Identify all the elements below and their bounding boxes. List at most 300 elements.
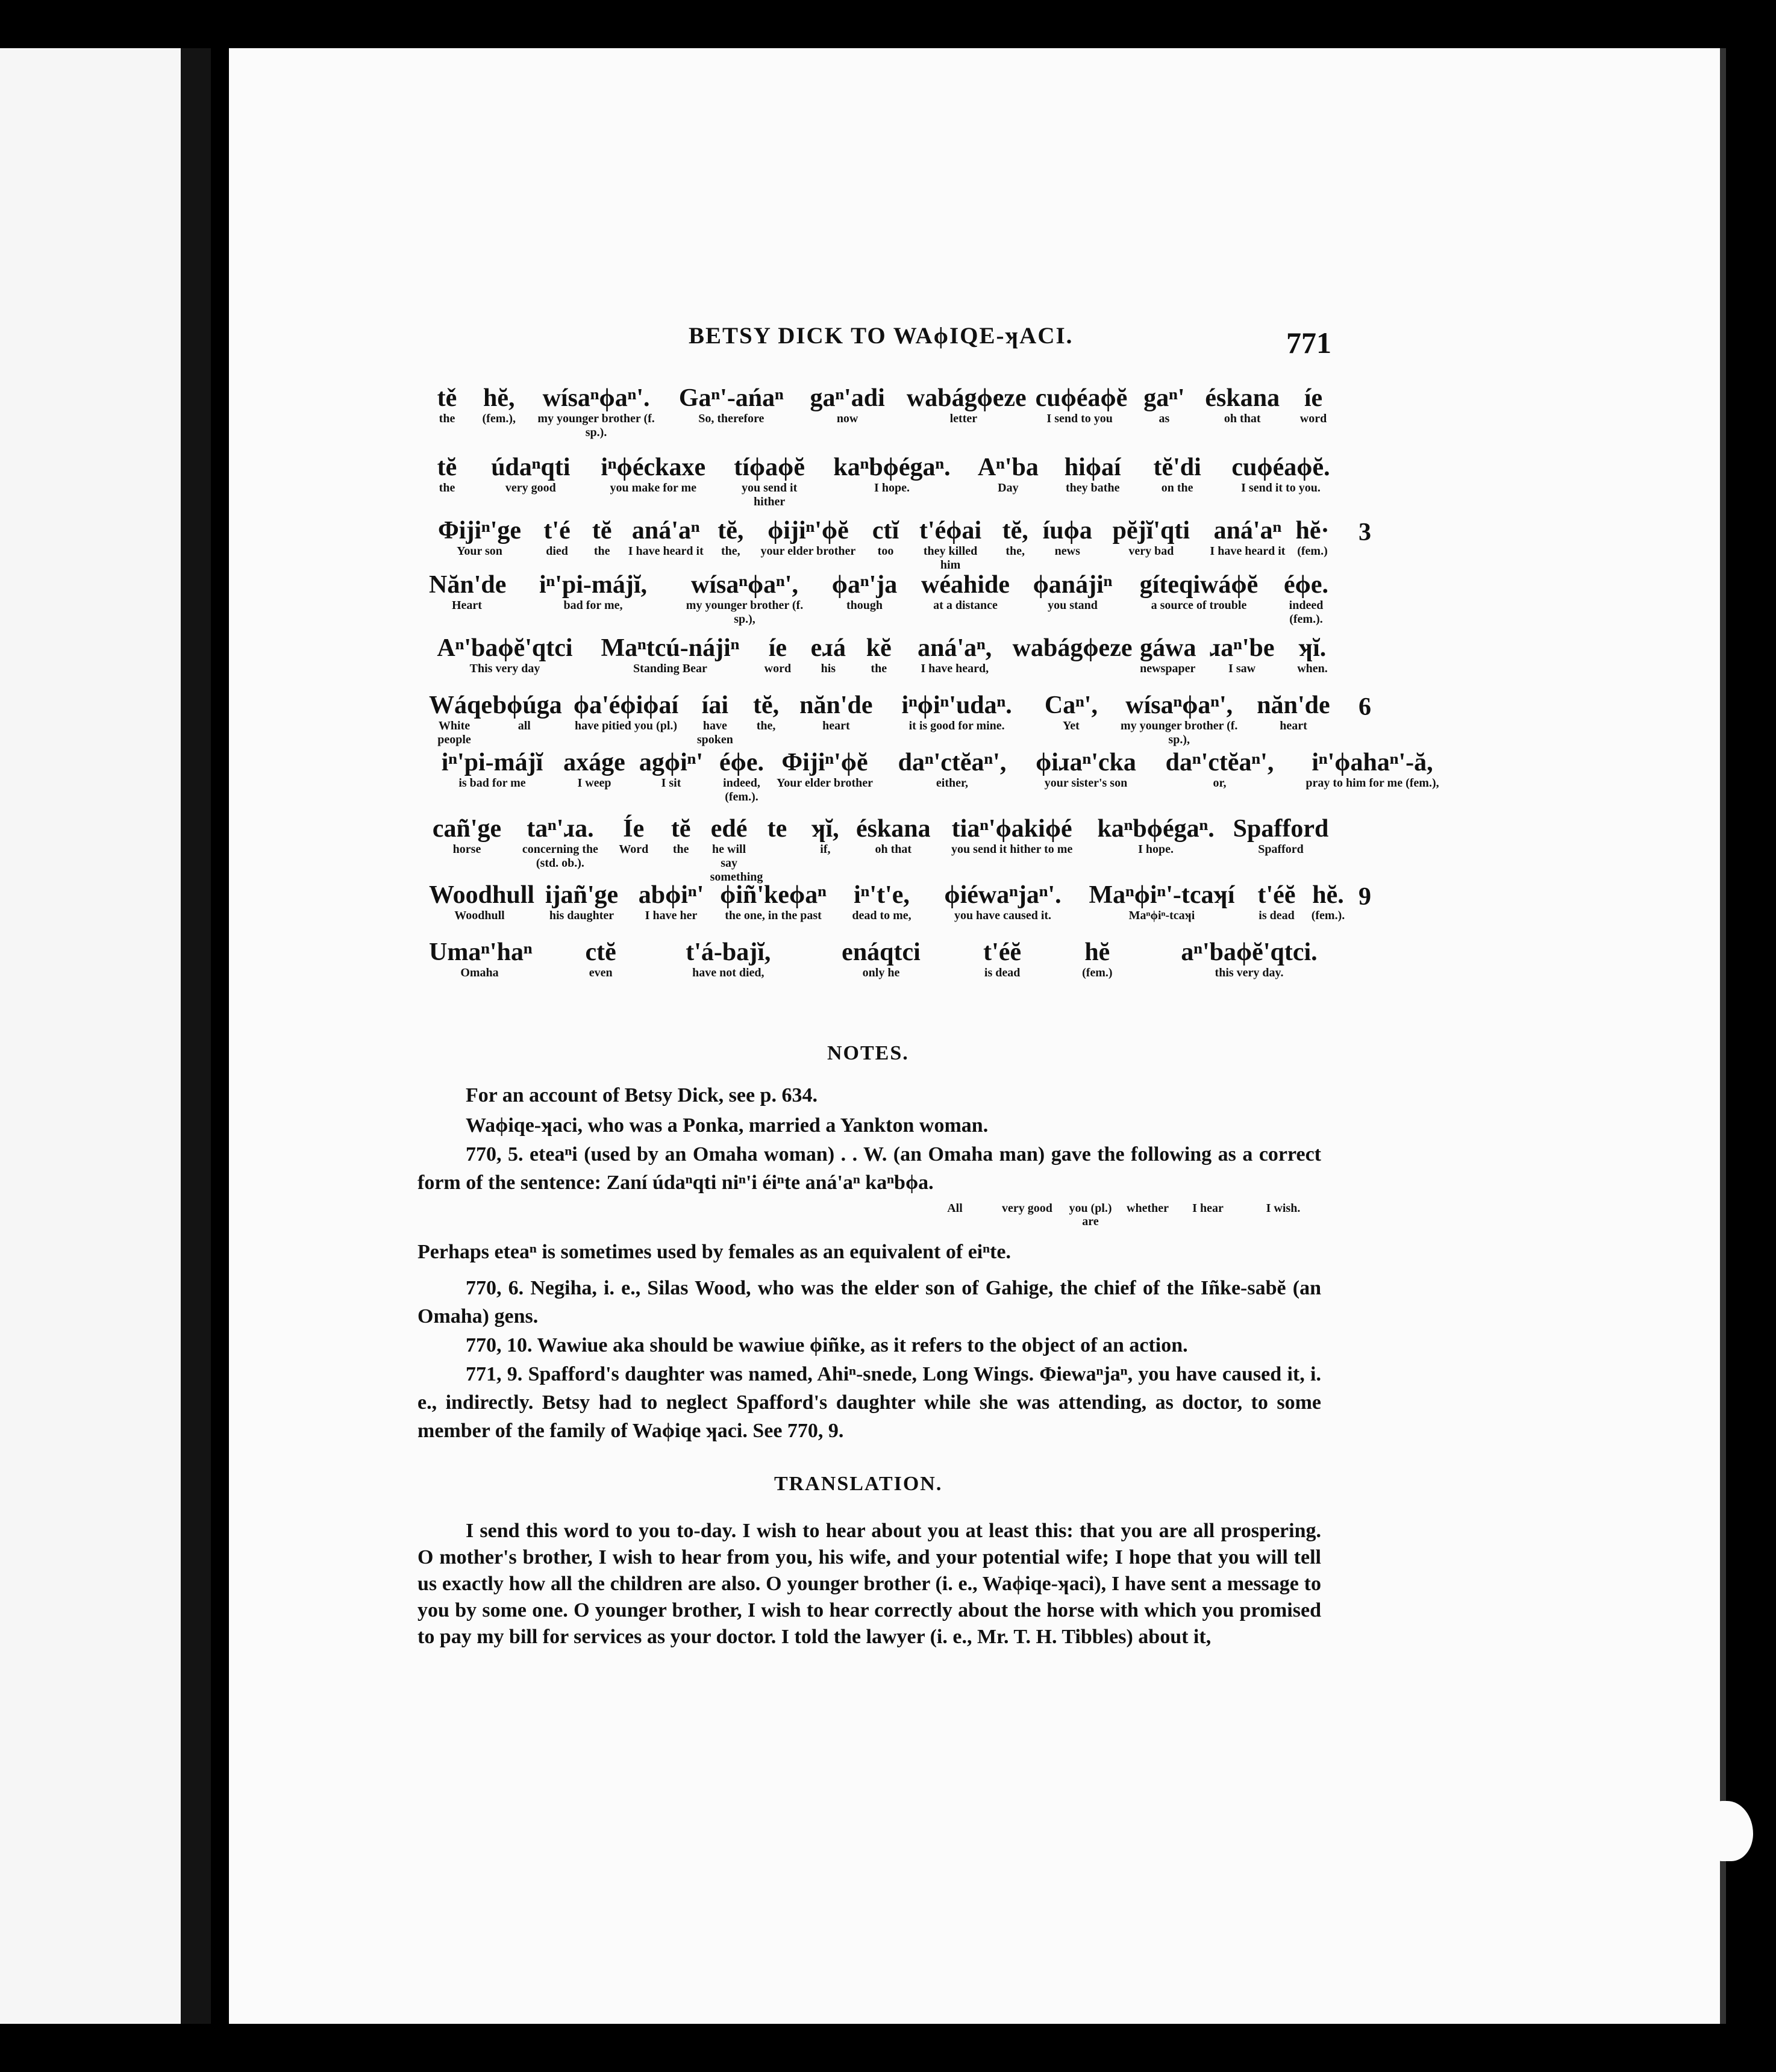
interlinear-word — [1309, 882, 1347, 923]
interlinear-word — [809, 635, 847, 676]
word-gloss: it is good for mine. — [908, 719, 1005, 732]
word-gloss: your elder brother — [760, 545, 856, 558]
native-word: eɹá — [810, 634, 846, 662]
native-word: íai — [701, 691, 728, 719]
native-word: éϕe. — [1284, 571, 1328, 599]
word-gloss: even — [589, 966, 613, 979]
interlinear-word — [1293, 518, 1331, 558]
word-gloss: a source of trouble — [1151, 599, 1247, 612]
interlinear-word — [759, 816, 795, 843]
native-word: tĕ, — [718, 517, 744, 545]
word-gloss: word — [1299, 412, 1327, 425]
native-word: Φijiⁿ'ϕĕ — [781, 749, 868, 776]
native-word: tíϕaϕĕ — [734, 454, 805, 481]
word-gloss: the one, in the past — [725, 909, 822, 922]
note-paragraph: For an account of Betsy Dick, see p. 634. — [466, 1084, 818, 1106]
interlinear-word — [1139, 385, 1189, 426]
interlinear-word — [616, 816, 652, 857]
interlinear-word — [429, 572, 505, 613]
word-gloss: letter — [949, 412, 978, 425]
interlinear-word — [1146, 455, 1209, 495]
interlinear-word — [429, 938, 533, 980]
native-word: kĕ — [866, 634, 892, 662]
native-word: cañ'ge — [432, 815, 502, 843]
word-gloss: when. — [1297, 662, 1328, 675]
interlinear-word — [633, 750, 709, 790]
word-gloss: at a distance — [933, 599, 998, 612]
interlinear-word — [1061, 455, 1124, 495]
note-gloss: very good — [1002, 1202, 1052, 1215]
interlinear-word — [563, 750, 626, 790]
native-word: cuϕéaϕĕ — [1035, 384, 1128, 412]
native-word: gíteqiwáϕĕ — [1139, 571, 1259, 599]
word-gloss: have pitied you (pl.) — [575, 719, 678, 732]
native-word: ϕiɹaⁿ'cka — [1036, 749, 1136, 776]
interlinear-word — [1295, 385, 1331, 426]
native-word: ʞĭ. — [1298, 634, 1327, 662]
interlinear-word — [711, 518, 749, 558]
interlinear-word — [1080, 882, 1244, 923]
interlinear-word — [429, 635, 581, 676]
word-gloss: This very day — [469, 662, 540, 675]
native-word: tiaⁿ'ϕakiϕé — [951, 815, 1072, 843]
native-word: axáge — [563, 749, 625, 776]
word-gloss: you send it hither — [742, 481, 798, 508]
interlinear-word — [1150, 750, 1289, 790]
word-gloss: the, — [756, 719, 776, 732]
interlinear-word — [829, 455, 955, 495]
word-gloss: as — [1158, 412, 1170, 425]
word-gloss: this very day. — [1215, 966, 1284, 979]
word-gloss: is bad for me — [458, 776, 526, 790]
interlinear-word — [569, 693, 683, 733]
interlinear-word — [1230, 816, 1331, 857]
interlinear-word — [1281, 572, 1331, 626]
native-word: ϕiñ'keϕaⁿ — [720, 881, 827, 909]
word-gloss: I send it to you. — [1241, 481, 1321, 495]
word-gloss: Your son — [457, 545, 502, 558]
native-word: agϕiⁿ' — [639, 749, 704, 776]
native-word: năn'de — [799, 691, 873, 719]
interlinear-word — [1039, 693, 1102, 733]
interlinear-word — [760, 635, 796, 676]
page-number: 771 — [1286, 326, 1331, 360]
word-gloss: Woodhull — [454, 909, 505, 922]
interlinear-word — [1140, 634, 1196, 676]
word-gloss: I have heard it — [628, 545, 704, 558]
word-gloss: I hope. — [874, 481, 910, 495]
word-gloss: you send it hither to me — [951, 843, 1073, 856]
word-gloss: died — [546, 545, 568, 558]
native-word: taⁿ'ɹa. — [527, 815, 594, 843]
note-gloss: you (pl.) are — [1069, 1202, 1112, 1228]
native-word: Aⁿ'baϕĕ'qtci — [437, 634, 573, 662]
native-word: kaⁿbϕégaⁿ. — [833, 454, 951, 481]
native-word: ϕa'éϕiϕaí — [573, 691, 679, 719]
interlinear-word — [516, 816, 604, 870]
interlinear-word — [674, 385, 788, 426]
word-gloss: either, — [936, 776, 969, 790]
native-word: pĕjĭ'qti — [1112, 517, 1190, 545]
interlinear-word — [747, 693, 785, 733]
note-paragraph: Perhaps eteaⁿ is sometimes used by females as an equivalent of eiⁿte. — [417, 1241, 1011, 1263]
native-word: t'éĕ — [983, 938, 1022, 966]
native-word: t'éĕ — [1257, 881, 1296, 909]
interlinear-word — [1296, 750, 1448, 790]
native-word: hiϕaí — [1064, 454, 1121, 481]
word-gloss: is dead — [984, 966, 1021, 979]
interlinear-word — [933, 882, 1072, 923]
interlinear-word — [429, 385, 465, 426]
interlinear-word — [803, 385, 892, 426]
paper-tab — [1705, 1801, 1753, 1861]
notes-heading: NOTES. — [827, 1042, 909, 1064]
word-gloss: I have heard it — [1210, 545, 1286, 558]
interlinear-word — [913, 518, 989, 572]
native-word: cuϕéaϕĕ. — [1231, 454, 1330, 481]
word-gloss: the, — [721, 545, 740, 558]
interlinear-word — [731, 455, 807, 509]
interlinear-word — [429, 881, 535, 923]
interlinear-word — [582, 940, 620, 980]
native-word: iⁿ'pi-májĭ — [441, 749, 543, 776]
word-gloss: (fem.) — [1297, 545, 1328, 558]
note-gloss: I hear — [1192, 1202, 1224, 1215]
note-paragraph: 770, 5. eteaⁿi (used by an Omaha woman) . . W. (an Omaha man) gave the following as a correct form of the sentence: Zaní údaⁿqti niⁿ'i éiⁿte aná'aⁿ kaⁿbϕa. — [417, 1143, 1321, 1194]
interlinear-word — [696, 693, 734, 747]
word-gloss: he will say something — [710, 843, 763, 884]
native-word: tĕ, — [1002, 517, 1028, 545]
interlinear-word — [429, 455, 465, 495]
interlinear-word — [827, 572, 902, 613]
word-gloss: pray to him for me (fem.), — [1305, 776, 1439, 790]
interlinear-word — [757, 518, 858, 558]
word-gloss: the — [871, 662, 887, 675]
native-word: t'é — [543, 517, 571, 545]
native-word: iⁿϕiⁿ'udaⁿ. — [901, 691, 1012, 719]
word-gloss: heart — [1280, 719, 1307, 732]
native-word: wísaⁿϕaⁿ', — [691, 571, 798, 599]
native-word: gáwa — [1140, 634, 1196, 662]
word-gloss: my younger brother (f. sp.). — [537, 412, 655, 439]
word-gloss: you stand — [1048, 599, 1098, 612]
interlinear-word — [910, 635, 999, 676]
word-gloss: (fem.), — [482, 412, 516, 425]
interlinear-word — [480, 385, 518, 426]
interlinear-word — [883, 750, 1022, 790]
word-gloss: Day — [998, 481, 1019, 495]
interlinear-word — [716, 750, 767, 804]
native-word: daⁿ'ctĕaⁿ', — [898, 749, 1007, 776]
native-word: ϕiéwaⁿjaⁿ'. — [944, 881, 1062, 909]
interlinear-word — [429, 750, 555, 790]
interlinear-word — [1116, 693, 1242, 747]
native-word: íuϕa — [1042, 517, 1092, 545]
native-word: ϕanájiⁿ — [1033, 571, 1113, 599]
interlinear-word — [429, 816, 505, 857]
native-word: Maⁿtcú-nájiⁿ — [601, 634, 740, 662]
native-word: Năn'de — [429, 571, 507, 599]
native-word: iⁿ'pi-májĭ, — [539, 571, 648, 599]
interlinear-word — [1204, 385, 1280, 426]
native-word: iⁿϕéckaxe — [601, 454, 706, 481]
word-gloss: though — [846, 599, 883, 612]
running-header: BETSY DICK TO WAϕIQE-ʞACI. — [689, 323, 1074, 349]
native-word: Gaⁿ'-ańaⁿ — [678, 384, 784, 412]
interlinear-word — [861, 635, 897, 676]
translation-paragraph: I send this word to you to-day. I wish to hear about you at least this: that you are all prospering. O mother's brother, I wish to hear from you, his wife, and your potential wife; I hope that you will tell us exactly how all the children are also. O younger brother (i. e., Waϕiqe-ʞaci), I have sent a message to you by some one. O younger brother, I wish to hear correctly about the horse with which you promised to pay my bill for services as your doctor. I told the lawyer (i. e., Mr. T. H. Tibbles) about it, — [417, 1520, 1321, 1648]
word-gloss: the — [672, 843, 689, 856]
binding-shadow — [181, 48, 211, 2024]
native-word: ʞĭ, — [811, 815, 839, 843]
word-gloss: Omaha — [460, 966, 499, 979]
word-gloss: I have heard, — [921, 662, 989, 675]
interlinear-word — [855, 816, 931, 857]
word-gloss: my younger brother (f. sp.), — [1121, 719, 1238, 746]
interlinear-word — [663, 816, 699, 857]
interlinear-word — [486, 455, 575, 495]
interlinear-word — [867, 518, 905, 558]
native-word: ctĕ — [585, 938, 616, 966]
native-word: Φijiⁿ'ge — [437, 517, 522, 545]
word-gloss: is dead — [1259, 909, 1295, 922]
interlinear-word — [628, 518, 704, 558]
native-word: hĕ, — [483, 384, 515, 412]
native-word: wabágϕeze — [906, 384, 1027, 412]
note-gloss: All — [947, 1202, 963, 1215]
native-word: tĕ — [592, 517, 612, 545]
word-gloss: the — [593, 545, 610, 558]
interlinear-word — [533, 385, 660, 440]
native-word: tĕ, — [753, 691, 780, 719]
native-word: t'éϕai — [919, 517, 982, 545]
word-gloss: I saw — [1228, 662, 1256, 675]
native-word: abϕiⁿ' — [638, 881, 704, 909]
interlinear-word — [1012, 634, 1133, 662]
interlinear-word — [774, 750, 875, 790]
word-gloss: now — [836, 412, 858, 425]
word-gloss: the — [439, 481, 455, 495]
line-number: 6 — [1359, 693, 1371, 721]
word-gloss: Yet — [1063, 719, 1080, 732]
interlinear-word — [1028, 572, 1117, 613]
native-word: hĕ· — [1295, 517, 1330, 545]
line-number: 9 — [1359, 883, 1371, 911]
interlinear-word — [942, 816, 1081, 857]
native-word: aná'aⁿ — [1213, 517, 1282, 545]
word-gloss: only he — [862, 966, 900, 979]
interlinear-word — [429, 518, 530, 558]
native-word: bϕúga — [492, 691, 562, 719]
native-word: wéahide — [921, 571, 1010, 599]
native-word: Caⁿ', — [1044, 691, 1098, 719]
word-gloss: I sit — [661, 776, 681, 790]
native-word: aná'aⁿ, — [918, 634, 992, 662]
word-gloss: I have her — [645, 909, 698, 922]
note-paragraph: 770, 10. Wawiue aka should be wawiue ϕiñke, as it refers to the object of an action. — [466, 1334, 1188, 1356]
interlinear-word — [584, 518, 620, 558]
interlinear-word — [1204, 635, 1280, 676]
native-word: edé — [710, 815, 748, 843]
note-paragraph: 771, 9. Spafford's daughter was named, Ahiⁿ-snede, Long Wings. Φiewaⁿjaⁿ, you have caused it, i. e., indirectly. Betsy had to neglect Spafford's daughter while she was attending, as doctor, to some member of the family of Waϕiqe ʞaci. See 770, 9. — [417, 1363, 1321, 1442]
interlinear-word — [537, 882, 626, 923]
word-gloss: dead to me, — [852, 909, 911, 922]
native-word: íe — [1304, 384, 1323, 412]
interlinear-word — [798, 693, 874, 733]
word-gloss: Standing Bear — [633, 662, 707, 675]
interlinear-word — [524, 572, 663, 613]
native-word: ϕaⁿ'ja — [831, 571, 898, 599]
word-gloss: (fem.). — [1311, 909, 1345, 922]
word-gloss: his — [821, 662, 836, 675]
word-gloss: you make for me — [610, 481, 696, 495]
word-gloss: your sister's son — [1044, 776, 1128, 790]
facing-page-edge — [0, 48, 199, 2024]
word-gloss: White people — [437, 719, 471, 746]
note-paragraph: 770, 6. Negiha, i. e., Silas Wood, who was the elder son of Gahige, the chief of the Iñke-sabĕ (an Omaha) gens. — [417, 1277, 1321, 1328]
word-gloss: Your elder brother — [777, 776, 873, 790]
word-gloss: Maⁿϕiⁿ-tcaʞi — [1128, 909, 1195, 922]
word-gloss: if, — [820, 843, 831, 856]
native-word: hĕ. — [1312, 881, 1344, 909]
word-gloss: too — [877, 545, 894, 558]
interlinear-word — [1167, 940, 1331, 980]
interlinear-word — [633, 882, 709, 923]
interlinear-word — [837, 882, 926, 923]
word-gloss: very good — [505, 481, 556, 495]
interlinear-word — [1042, 518, 1093, 558]
word-gloss: horse — [452, 843, 481, 856]
interlinear-word — [429, 691, 492, 747]
interlinear-word — [1136, 572, 1262, 613]
native-word: Umaⁿ'haⁿ — [429, 938, 533, 966]
word-gloss: heart — [822, 719, 850, 732]
word-gloss: indeed (fem.). — [1289, 599, 1324, 626]
interlinear-word — [1230, 455, 1331, 495]
word-gloss: his daughter — [549, 909, 614, 922]
native-word: údaⁿqti — [491, 454, 571, 481]
interlinear-word — [594, 635, 746, 676]
interlinear-word — [806, 816, 844, 857]
word-gloss: oh that — [1224, 412, 1261, 425]
word-gloss: (fem.) — [1082, 966, 1113, 979]
interlinear-word — [1093, 816, 1219, 857]
native-word: daⁿ'ctĕaⁿ', — [1165, 749, 1274, 776]
note-paragraph: Waϕiqe-ʞaci, who was a Ponka, married a Yankton woman. — [466, 1114, 989, 1137]
interlinear-word — [921, 572, 1010, 613]
native-word: gaⁿ' — [1143, 384, 1185, 412]
word-gloss: indeed, (fem.). — [723, 776, 760, 804]
interlinear-word — [538, 518, 576, 558]
native-word: Wáqe — [429, 691, 492, 719]
native-word: tĕ — [671, 815, 691, 843]
interlinear-word — [596, 455, 710, 495]
word-gloss: Word — [619, 843, 649, 856]
word-gloss: concerning the (std. ob.). — [522, 843, 598, 870]
native-word: íe — [768, 634, 787, 662]
native-word: kaⁿbϕégaⁿ. — [1097, 815, 1215, 843]
native-word: iⁿ't'e, — [854, 881, 910, 909]
native-word: éskana — [1205, 384, 1280, 412]
native-word: ctĭ — [872, 517, 899, 545]
translation-heading: TRANSLATION. — [774, 1473, 943, 1495]
interlinear-word — [977, 940, 1028, 980]
interlinear-word — [716, 882, 830, 923]
line-number: 3 — [1359, 519, 1371, 546]
interlinear-word — [996, 518, 1034, 558]
word-gloss: the — [439, 412, 455, 425]
native-word: gaⁿ'adi — [810, 384, 885, 412]
word-gloss: you have caused it. — [954, 909, 1052, 922]
native-word: t'á-bajĭ, — [686, 938, 771, 966]
word-gloss: news — [1054, 545, 1080, 558]
native-word: te — [767, 815, 787, 843]
interlinear-word — [710, 815, 763, 884]
native-word: ijañ'ge — [545, 881, 619, 909]
interlinear-word — [887, 693, 1027, 733]
word-gloss: have spoken — [696, 719, 733, 746]
word-gloss: I weep — [577, 776, 611, 790]
interlinear-word — [977, 455, 1040, 495]
interlinear-word — [1255, 693, 1331, 733]
native-word: éϕe. — [719, 749, 764, 776]
native-word: éskana — [855, 815, 931, 843]
word-gloss: very bad — [1128, 545, 1174, 558]
word-gloss: all — [517, 719, 531, 732]
interlinear-word — [1079, 940, 1115, 980]
native-word: Íe — [623, 815, 645, 843]
native-word: enáqtci — [842, 938, 921, 966]
interlinear-word — [671, 940, 785, 980]
word-gloss: Heart — [452, 599, 482, 612]
native-word: hĕ — [1084, 938, 1110, 966]
interlinear-word — [1035, 384, 1128, 426]
interlinear-word — [1293, 635, 1331, 676]
word-gloss: they killed him — [923, 545, 978, 572]
word-gloss: newspaper — [1140, 662, 1196, 675]
native-word: iⁿ'ϕahaⁿ'-ă, — [1312, 749, 1433, 776]
word-gloss: Spafford — [1258, 843, 1304, 856]
native-word: Spafford — [1233, 815, 1329, 843]
word-gloss: oh that — [875, 843, 912, 856]
native-word: wísaⁿϕaⁿ'. — [542, 384, 650, 412]
interlinear-word — [837, 940, 925, 980]
native-word: wísaⁿϕaⁿ', — [1125, 691, 1233, 719]
interlinear-word — [492, 691, 562, 733]
word-gloss: have not died, — [692, 966, 764, 979]
word-gloss: they bathe — [1066, 481, 1120, 495]
word-gloss: I hope. — [1138, 843, 1174, 856]
native-word: ɹaⁿ'be — [1209, 634, 1275, 662]
native-word: tě — [437, 384, 457, 412]
native-word: aná'aⁿ — [631, 517, 700, 545]
native-word: aⁿ'baϕĕ'qtci. — [1181, 938, 1318, 966]
word-gloss: the, — [1005, 545, 1025, 558]
native-word: Woodhull — [429, 881, 535, 909]
interlinear-word — [1251, 882, 1302, 923]
native-word: tĕ — [437, 454, 457, 481]
native-word: Aⁿ'ba — [977, 454, 1039, 481]
native-word: năn'de — [1257, 691, 1330, 719]
word-gloss: bad for me, — [563, 599, 623, 612]
word-gloss: So, therefore — [698, 412, 764, 425]
native-word: wabágϕeze — [1012, 634, 1133, 662]
word-gloss: I send to you — [1046, 412, 1113, 425]
native-word: ϕijiⁿ'ϕĕ — [768, 517, 849, 545]
word-gloss: my younger brother (f. sp.), — [686, 599, 804, 626]
word-gloss: or, — [1213, 776, 1227, 790]
interlinear-word — [1029, 750, 1143, 790]
